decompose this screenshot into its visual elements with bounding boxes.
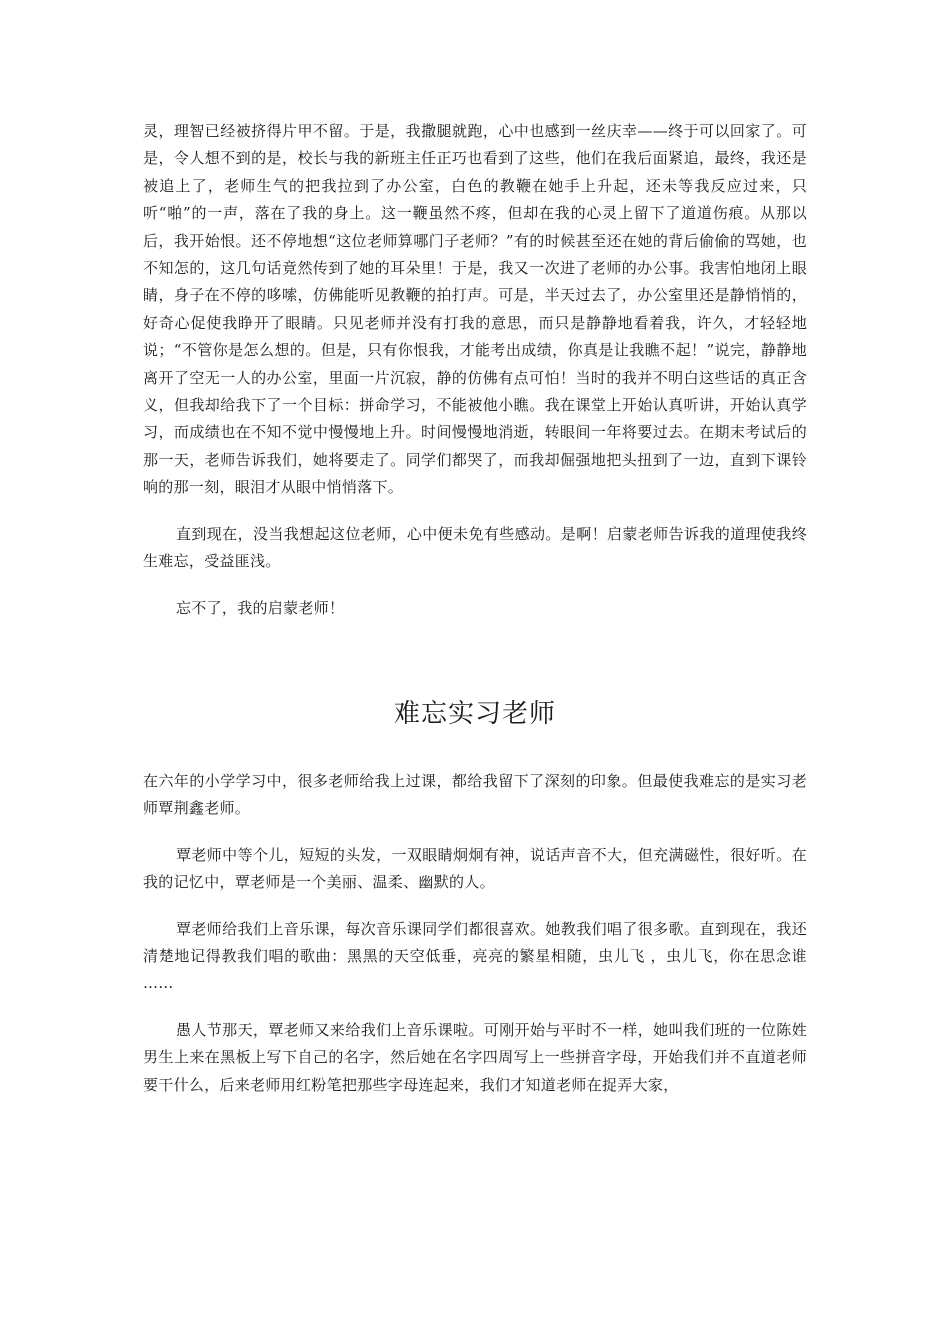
story2-paragraph-3: 覃老师给我们上音乐课，每次音乐课同学们都很喜欢。她教我们唱了很多歌。直到现在，我还清楚地记得教我们唱的歌曲：黑黑的天空低垂，亮亮的繁星相随，虫儿飞 ，虫儿飞，你在思念谁 …… [143,919,807,993]
story2-title: 难忘实习老师 [393,698,556,729]
story1-closing-line: 忘不了，我的启蒙老师！ [176,598,345,617]
story2-paragraph-4: 愚人节那天，覃老师又来给我们上音乐课啦。可刚开始与平时不一样，她叫我们班的一位陈姓男生上来在黑板上写下自己的名字，然后她在名字四周写上一些拼音字母，开始我们并不直道老师要干什么，后来老师用红粉笔把那些字母连起来，我们才知道老师在捉弄大家， [143,1020,807,1094]
story1-paragraph-1: 灵，理智已经被挤得片甲不留。于是，我撒腿就跑，心中也感到一丝庆幸——终于可以回家了。可是，令人想不到的是，校长与我的新班主任正巧也看到了这些，他们在我后面紧追，最终，我还是被追上了，老师生气的把我拉到了办公室，白色的教鞭在她手上升起，还未等我反应过来，只听“啪”的一声，落在了我的身上。这一鞭虽然不疼，但却在我的心灵上留下了道道伤痕。从那以后，我开始恨。还不停地想“这位老师算哪门子老师？”有的时候甚至还在她的背后偷偷的骂她，也不知怎的，这几句话竟然传到了她的耳朵里！于是，我又一次进了老师的办公事。我害怕地闭上眼睛，身子在不停的哆嗦，仿佛能听见教鞭的拍打声。可是，半天过去了，办公室里还是静悄悄的，好奇心促使我睁开了眼睛。只见老师并没有打我的意思，而只是静静地看着我，许久，才轻轻地说；“不管你是怎么想的。但是，只有你恨我，才能考出成绩，你真是让我瞧不起！”说完，静静地离开了空无一人的办公室，里面一片沉寂，静的仿佛有点可怕！当时的我并不明白这些话的真正含义，但我却给我下了一个目标：拼命学习，不能被他小瞧。我在课堂上开始认真听讲，开始认真学习，而成绩也在不知不觉中慢慢地上升。时间慢慢地消逝，转眼间一年将要过去。在期末考试后的那一天，老师告诉我们，她将要走了。同学们都哭了，而我却倔强地把头扭到了一边，直到下课铃响的那一刻，眼泪才从眼中悄悄落下。 [143,122,807,497]
story1-paragraph-2: 直到现在，没当我想起这位老师，心中便未免有些感动。是啊！启蒙老师告诉我的道理使我终生难忘，受益匪浅。 [143,524,807,571]
story2-paragraph-2: 覃老师中等个儿，短短的头发，一双眼睛炯炯有神，说话声音不大，但充满磁性，很好听。在我的记忆中，覃老师是一个美丽、温柔、幽默的人。 [143,845,807,892]
story2-paragraph-1: 在六年的小学学习中，很多老师给我上过课，都给我留下了深刻的印象。但最使我难忘的是实习老师覃荆鑫老师。 [143,771,807,818]
document-page [143,118,807,1099]
